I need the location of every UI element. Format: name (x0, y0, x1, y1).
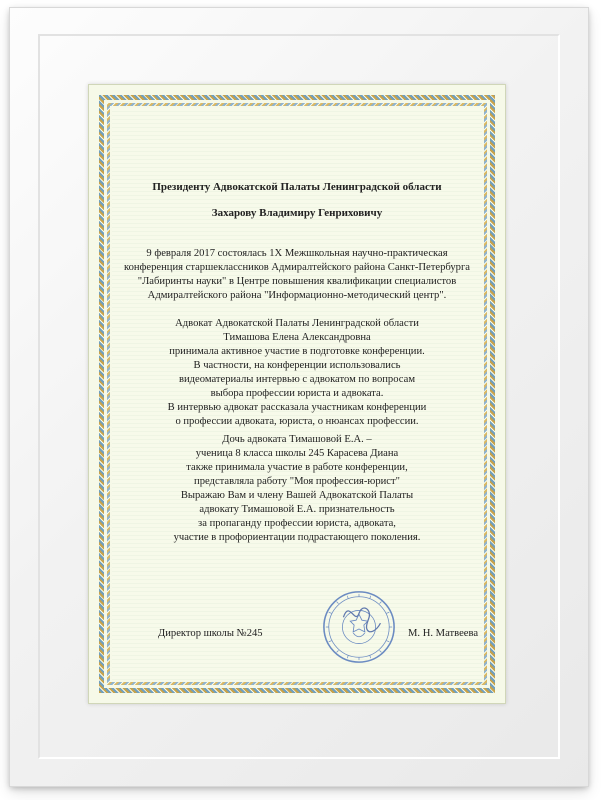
text-line: принимала активное участие в подготовке конференции. (169, 346, 425, 357)
text-line: Выражаю Вам и члену Вашей Адвокатской Палаты (180, 490, 414, 501)
addressee-line-1: Президенту Адвокатской Палаты Ленинградской области (152, 181, 442, 193)
text-line: видеоматериалы интервью с адвокатом по вопросам (178, 374, 416, 385)
text-line: участие в профориентации подрастающего поколения. (173, 532, 421, 543)
text-line: Адмиралтейского района "Информационно-методический центр". (147, 290, 447, 301)
text-line: ученица 8 класса школы 245 Карасева Диана (195, 448, 399, 459)
text-line: за пропаганду профессии юриста, адвоката, (198, 518, 396, 529)
paragraph-gratitude (112, 489, 482, 545)
text-line: Дочь адвоката Тимашовой Е.А. – (222, 434, 372, 445)
text-line: В интервью адвокат рассказала участникам конференции (167, 402, 427, 413)
paragraph-conference (112, 247, 482, 303)
stamp-icon (320, 588, 398, 666)
text-line: "Лабиринты науки" в Центре повышения квалификации специалистов (137, 276, 457, 287)
text-line: 9 февраля 2017 состоялась 1Х Межшкольная научно-практическая (146, 248, 448, 259)
paragraph-advocate (112, 317, 482, 429)
text-line: также принимала участие в работе конференции, (186, 462, 408, 473)
signature-title: Директор школы №245 (158, 628, 263, 639)
paragraph-daughter (112, 433, 482, 489)
text-line: адвокату Тимашовой Е.А. признательность (199, 504, 395, 515)
text-line: конференция старшеклассников Адмиралтейского района Санкт-Петербурга (123, 262, 471, 273)
addressee-line-2: Захарову Владимиру Генриховичу (211, 207, 383, 219)
text-line: представляла работу "Моя профессия-юрист" (194, 476, 400, 487)
text-line: Тимашова Елена Александровна (223, 332, 371, 343)
text-line: Адвокат Адвокатской Палаты Ленинградской области (175, 318, 419, 329)
certificate-paper (88, 84, 506, 704)
text-line: В частности, на конференции использовались (193, 360, 401, 371)
text-line: выбора профессии юриста и адвоката. (210, 388, 384, 399)
text-line: о профессии адвоката, юриста, о нюансах профессии. (175, 416, 419, 427)
letter-body (112, 108, 482, 680)
signature-name: М. Н. Матвеева (408, 628, 479, 639)
